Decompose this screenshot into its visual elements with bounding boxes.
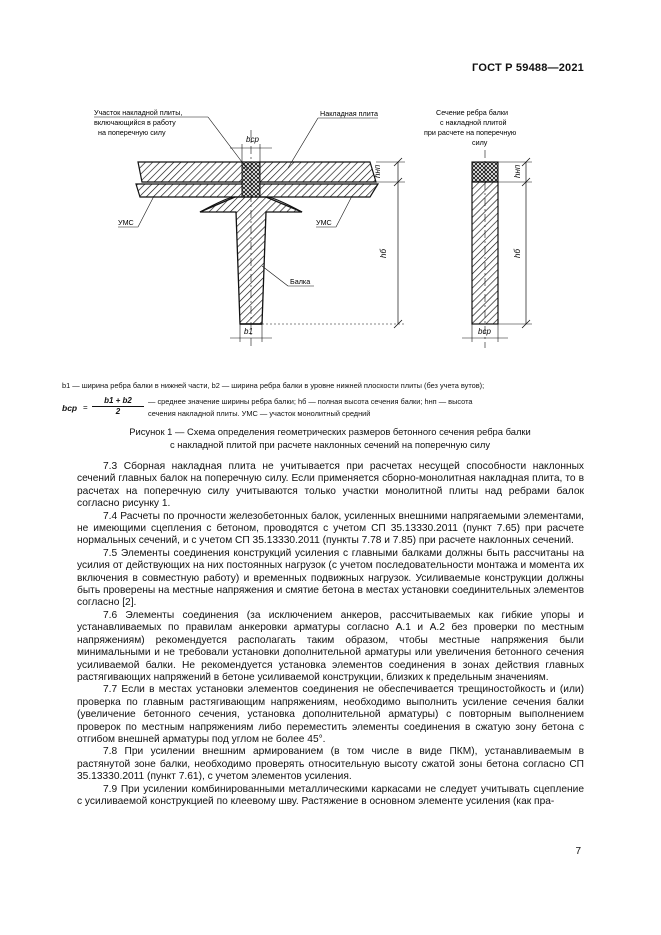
figure-1-diagram bbox=[80, 100, 580, 352]
paragraph-7-9: 7.9 При усилении комбинированными металлическими каркасами не следует учитывать сцепление с усиливаемой конструкцией по клеевому шву. Растяжение в основном элементе усиления (как пра- bbox=[77, 783, 584, 807]
label-overlay-slab: Накладная плита bbox=[320, 109, 378, 118]
section-dim-hnn-label: hнп bbox=[513, 164, 522, 178]
formula-fraction bbox=[92, 396, 144, 417]
paragraph-7-5: 7.5 Элементы соединения конструкций усиления с главными балками должны быть рассчитаны на усилия от действующих на них постоянных нагрузок (с учетом последовательности монтажа и момента их включения в совместную работу) и временных подвижных нагрузок. Усиливаемые конструкции должны быть проверены на местные напряжения и смятие бетона в местах установки соединительных элементов согласно [2]. bbox=[77, 547, 584, 609]
formula-denominator: 2 bbox=[115, 407, 121, 416]
caption-line-2: с накладной плитой при расчете наклонных сечений на поперечную силу bbox=[169, 439, 491, 450]
dim-bcp-label: bср bbox=[246, 135, 259, 144]
label-ums-left: УМС bbox=[118, 218, 134, 227]
label-section-1: Сечение ребра балки bbox=[436, 108, 508, 117]
label-slab-part-3: на поперечную силу bbox=[98, 128, 166, 137]
figure-legend bbox=[62, 380, 602, 421]
formula-eq: = bbox=[83, 403, 88, 412]
figure-caption bbox=[70, 425, 590, 451]
paragraph-7-8: 7.8 При усилении внешним армированием (в том числе в виде ПКМ), устанавливаемым в растянутой зоне балки, необходимо проверять относительную высоту сжатой зоны бетона согласно СП 35.13330.2011 (пункт 7.61), с учетом элементов усиления. bbox=[77, 746, 584, 783]
legend-line-1: b1 — ширина ребра балки в нижней части, b2 — ширина ребра балки в уровне нижней плоскости плиты (без учета вутов); bbox=[62, 381, 485, 390]
legend-formula-row bbox=[62, 395, 602, 421]
label-section-2: с накладной плитой bbox=[440, 118, 507, 127]
label-section-3: при расчете на поперечную bbox=[424, 128, 517, 137]
label-slab-part-1: Участок накладной плиты, bbox=[94, 108, 183, 117]
standard-header: ГОСТ Р 59488—2021 bbox=[472, 62, 584, 74]
paragraph-7-4: 7.4 Расчеты по прочности железобетонных балок, усиленных внешними напрягаемыми элементами, не имеющими сцепления с бетоном, проводятся с учетом СП 35.13330.2011 (пункт 7.65) при расчете нормальных сечений, и с учетом СП 35.13330.2011 (пункты 7.78 и 7.85) при расчете наклонных сечений. bbox=[77, 510, 584, 547]
dim-hnn-label: hнп bbox=[373, 164, 382, 178]
formula-lhs: bср bbox=[62, 403, 78, 413]
legend-line-2b: сечения накладной плиты. УМС — участок монолитный средний bbox=[148, 409, 371, 418]
label-ums-right: УМС bbox=[316, 218, 332, 227]
legend-line-2a: — среднее значение ширины ребра балки; hб — полная высота сечения балки; hнп — высота bbox=[148, 397, 473, 406]
formula-numerator: b1 + b2 bbox=[92, 396, 144, 407]
label-section-4: силу bbox=[472, 138, 488, 147]
section-dim-bcp-label: bср bbox=[478, 327, 491, 336]
label-beam: Балка bbox=[290, 277, 311, 286]
legend-text-block bbox=[148, 396, 598, 420]
dim-b1-label: b1 bbox=[244, 327, 253, 336]
paragraph-7-6: 7.6 Элементы соединения (за исключением анкеров, рассчитываемых как гибкие упоры и устанавливаемых по правилам анкеровки арматуры согласно А.1 и А.2 без проверки по местным напряжениям) рекомендуется располагать таким образом, чтобы местные напряжения были минимальными и не требовали установки дополнительной арматуры или увеличения бетонного сечения усиливаемой балки. Не рекомендуется установка элементов соединения в зонах действия главных растягивающих напряжений в бетоне усиливаемой конструкции, близких к предельным значениям. bbox=[77, 609, 584, 683]
paragraph-7-7: 7.7 Если в местах установки элементов соединения не обеспечивается трещиностойкость и (или) проверка по главным растягивающим напряжениям, необходимо выполнить усиление сечения балки (увеличение бетонного сечения, установка дополнительной арматуры) с повторным выполнением проверок по местным напряжениям либо переместить элементы соединения в сжатую зону бетона с отгибом внешней арматуры под углом не более 45°. bbox=[77, 684, 584, 745]
section-dim-hb-label: hб bbox=[513, 249, 522, 258]
dim-hb-label: hб bbox=[379, 249, 388, 258]
label-slab-part-2: включающийся в работу bbox=[94, 118, 176, 127]
body-text bbox=[77, 461, 584, 808]
caption-line-1: Рисунок 1 — Схема определения геометрических размеров бетонного сечения ребра балки bbox=[129, 426, 531, 437]
page-number: 7 bbox=[575, 846, 581, 857]
paragraph-7-3: 7.3 Сборная накладная плита не учитывается при расчетах несущей способности наклонных сечений главных балок на поперечную силу. Если применяется сборно-монолитная накладная плита, то в расчетах на поперечную силу учитываются только участки монолитной плиты над ребрами балок согласно рисунку 1. bbox=[77, 461, 584, 510]
